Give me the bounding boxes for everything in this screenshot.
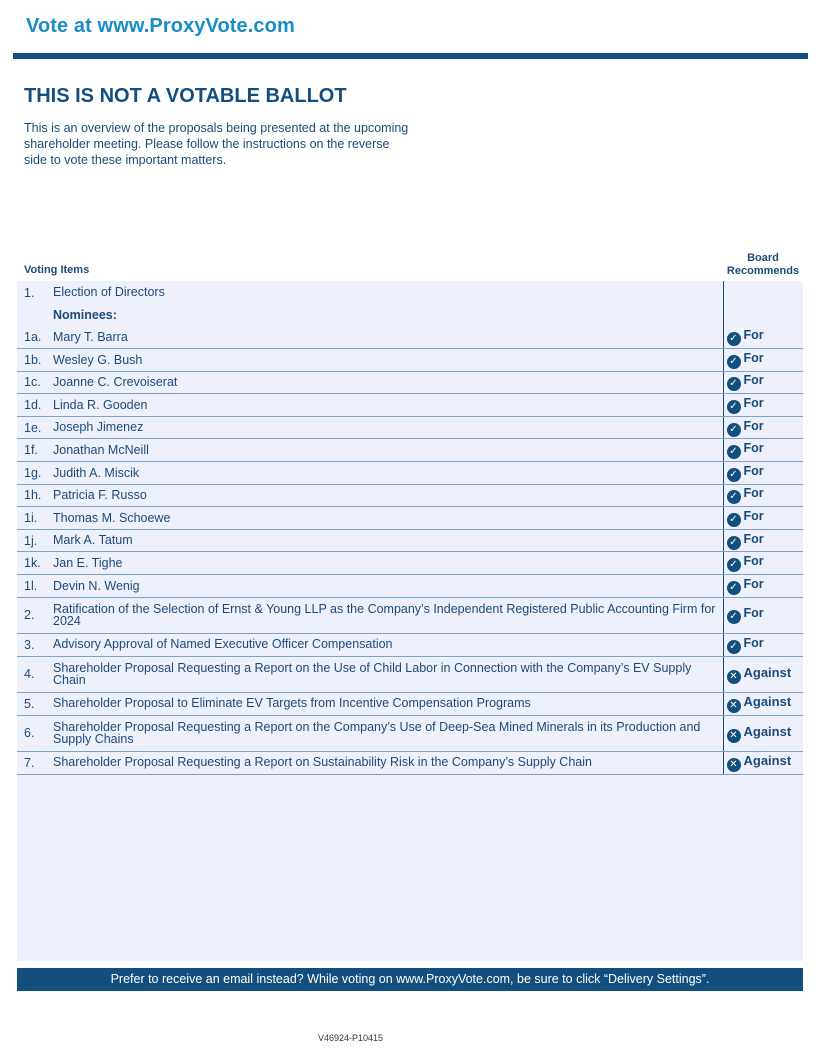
recommendation-label: For — [743, 328, 764, 343]
recommendation-label: Against — [743, 753, 792, 769]
check-circle-icon: ✓ — [727, 332, 741, 346]
item-number: 1. — [24, 285, 35, 300]
recommendation-label: Against — [743, 664, 792, 680]
check-circle-icon: ✓ — [727, 377, 741, 391]
table-row — [17, 633, 803, 656]
recommendation-label: For — [743, 350, 764, 365]
board-recommendation — [723, 484, 803, 507]
item-number: 1c. — [17, 371, 53, 394]
recommendation-label: For — [743, 635, 764, 650]
item-text: Mary T. Barra — [53, 326, 723, 349]
recommendation-cell — [723, 304, 803, 326]
table-row — [17, 484, 803, 507]
table-row — [17, 751, 803, 774]
item-number: 1h. — [17, 484, 53, 507]
page-title: THIS IS NOT A VOTABLE BALLOT — [24, 85, 347, 107]
board-recommendation — [723, 394, 803, 417]
item-number: 1j. — [17, 529, 53, 552]
item-text: Mark A. Tatum — [53, 529, 723, 552]
recommendation-label: For — [743, 463, 764, 478]
item-text: Judith A. Miscik — [53, 462, 723, 485]
board-recommendation — [723, 656, 803, 692]
item-number: 1d. — [17, 394, 53, 417]
table-row — [17, 692, 803, 715]
item-number: 6. — [17, 715, 53, 751]
table-row — [17, 371, 803, 394]
voting-items-table — [17, 281, 803, 775]
board-recommendation — [723, 552, 803, 575]
item-text: Jan E. Tighe — [53, 552, 723, 575]
check-circle-icon: ✓ — [727, 355, 741, 369]
item-text: Shareholder Proposal Requesting a Report on the Company’s Use of Deep-Sea Mined Minerals in its Production and Supply Chains — [53, 715, 723, 751]
nominees-label: Nominees: — [53, 307, 117, 322]
table-row — [17, 507, 803, 530]
x-circle-icon: ✕ — [727, 729, 741, 743]
email-delivery-banner: Prefer to receive an email instead? While voting on www.ProxyVote.com, be sure to click “Delivery Settings”. — [17, 968, 803, 991]
board-recommends-heading: Board Recommends — [726, 252, 800, 277]
header-divider — [13, 53, 808, 59]
board-recommendation — [723, 462, 803, 485]
item-number: 1e. — [17, 416, 53, 439]
board-recommendation — [723, 326, 803, 349]
board-recommendation — [723, 575, 803, 598]
item-text: Linda R. Gooden — [53, 394, 723, 417]
check-circle-icon: ✓ — [727, 536, 741, 550]
item-text: Patricia F. Russo — [53, 484, 723, 507]
board-recommendation — [723, 371, 803, 394]
board-recommendation — [723, 349, 803, 372]
item-text: Shareholder Proposal to Eliminate EV Targets from Incentive Compensation Programs — [53, 692, 723, 715]
recommendation-label: For — [743, 396, 764, 411]
recommendation-label: For — [743, 576, 764, 591]
table-row — [17, 439, 803, 462]
recommendation-label: Against — [743, 694, 792, 710]
recommendation-label: For — [743, 606, 764, 621]
item-text: Shareholder Proposal Requesting a Report on the Use of Child Labor in Connection with the Company’s EV Supply Chain — [53, 656, 723, 692]
check-circle-icon: ✓ — [727, 558, 741, 572]
check-circle-icon: ✓ — [727, 468, 741, 482]
check-circle-icon: ✓ — [727, 581, 741, 595]
table-row — [17, 552, 803, 575]
x-circle-icon: ✕ — [727, 699, 741, 713]
table-row — [17, 416, 803, 439]
voting-items-heading: Voting Items — [24, 264, 90, 276]
table-row — [17, 326, 803, 349]
recommendation-label: For — [743, 531, 764, 546]
board-recommendation — [723, 529, 803, 552]
board-recommendation — [723, 416, 803, 439]
board-recommendation — [723, 597, 803, 633]
check-circle-icon: ✓ — [727, 423, 741, 437]
recommendation-label: Against — [743, 723, 792, 739]
recommendation-label: For — [743, 441, 764, 456]
item-number: 1b. — [17, 349, 53, 372]
recommendation-label: For — [743, 418, 764, 433]
x-circle-icon: ✕ — [727, 758, 741, 772]
job-code: V46924-P10415 — [318, 1033, 384, 1043]
table-row — [17, 597, 803, 633]
item-text: Shareholder Proposal Requesting a Report on Sustainability Risk in the Company’s Supply Chain — [53, 751, 723, 774]
board-recommendation — [723, 751, 803, 774]
item-number: 1i. — [17, 507, 53, 530]
item-text: Jonathan McNeill — [53, 439, 723, 462]
x-circle-icon: ✕ — [727, 670, 741, 684]
item-number: 1a. — [17, 326, 53, 349]
item-number: 3. — [17, 633, 53, 656]
board-recommendation — [723, 715, 803, 751]
item-number: 1f. — [17, 439, 53, 462]
recommendation-cell — [723, 281, 803, 304]
item-text: Ratification of the Selection of Ernst & Young LLP as the Company’s Independent Registered Public Accounting Firm for 2024 — [53, 597, 723, 633]
check-circle-icon: ✓ — [727, 610, 741, 624]
board-recommendation — [723, 507, 803, 530]
intro-text: This is an overview of the proposals being presented at the upcoming shareholder meeting. Please follow the instructions on the reverse side to vote these important matters. — [24, 121, 409, 167]
table-row — [17, 575, 803, 598]
item-number: 2. — [17, 597, 53, 633]
recommendation-label: For — [743, 554, 764, 569]
recommendation-label: For — [743, 373, 764, 388]
check-circle-icon: ✓ — [727, 490, 741, 504]
item-text: Devin N. Wenig — [53, 575, 723, 598]
item-text: Advisory Approval of Named Executive Officer Compensation — [53, 633, 723, 656]
check-circle-icon: ✓ — [727, 445, 741, 459]
item-number: 7. — [17, 751, 53, 774]
board-recommendation — [723, 633, 803, 656]
table-row — [17, 281, 803, 304]
table-row — [17, 656, 803, 692]
table-row — [17, 529, 803, 552]
table-row — [17, 394, 803, 417]
item-text: Thomas M. Schoewe — [53, 507, 723, 530]
recommendation-label: For — [743, 509, 764, 524]
table-row — [17, 349, 803, 372]
item-text: Wesley G. Bush — [53, 349, 723, 372]
recommendation-label: For — [743, 486, 764, 501]
item-text: Election of Directors — [53, 285, 165, 300]
proxyvote-link[interactable]: Vote at www.ProxyVote.com — [26, 15, 295, 37]
item-text: Joseph Jimenez — [53, 416, 723, 439]
check-circle-icon: ✓ — [727, 400, 741, 414]
item-number: 1g. — [17, 462, 53, 485]
table-row — [17, 462, 803, 485]
item-text: Joanne C. Crevoiserat — [53, 371, 723, 394]
board-recommendation — [723, 439, 803, 462]
board-recommendation — [723, 692, 803, 715]
item-number: 1l. — [17, 575, 53, 598]
check-circle-icon: ✓ — [727, 513, 741, 527]
item-number: 5. — [17, 692, 53, 715]
item-number: 1k. — [17, 552, 53, 575]
table-row — [17, 715, 803, 751]
check-circle-icon: ✓ — [727, 640, 741, 654]
item-number: 4. — [17, 656, 53, 692]
table-row — [17, 304, 803, 326]
